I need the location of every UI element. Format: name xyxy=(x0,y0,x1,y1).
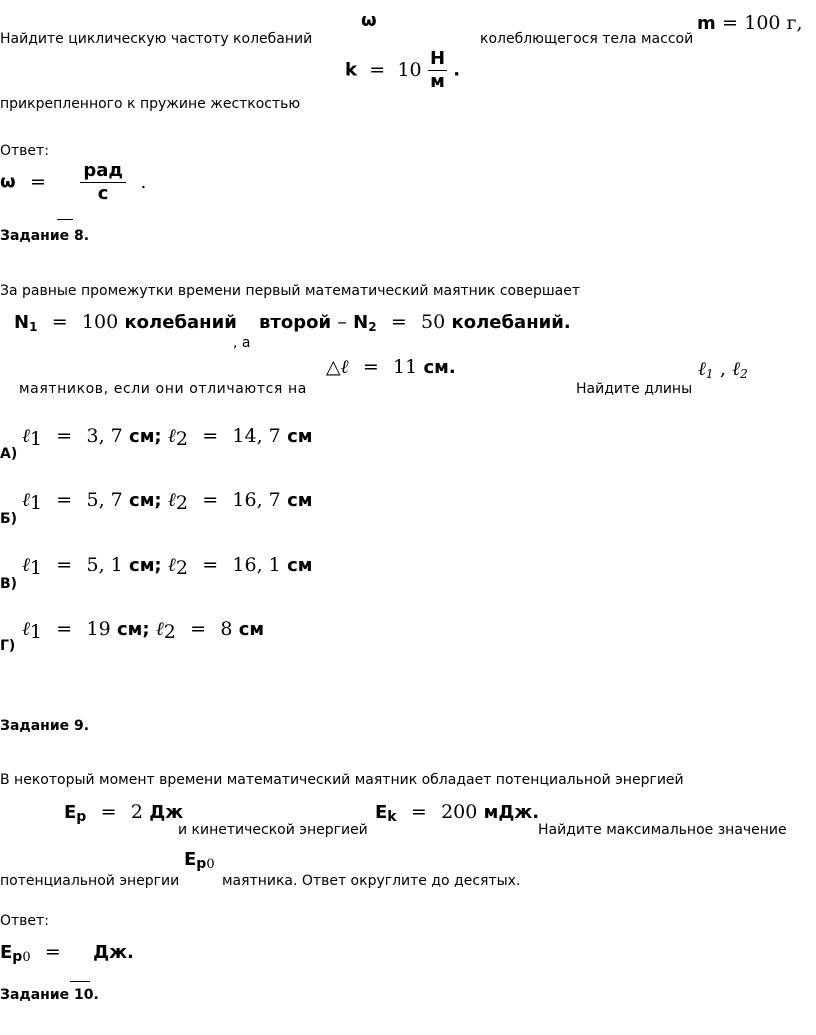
answer-blank-line xyxy=(57,219,73,220)
delta-unit: см. xyxy=(423,357,456,378)
option-b-formula[interactable]: ℓ$_1$ = 5, 7 см; ℓ$_2$ = 16, 7 см xyxy=(22,489,313,514)
n2-formula xyxy=(259,313,571,333)
omega-symbol: ω xyxy=(361,10,377,31)
task9-heading: Задание 9. xyxy=(0,718,90,734)
delta-l-formula xyxy=(326,358,456,377)
k-dot: . xyxy=(453,59,461,81)
comma-a: , а xyxy=(233,335,251,351)
ans-eq: = xyxy=(29,171,46,193)
task10-heading: Задание 10. xyxy=(0,987,99,1003)
mass-formula xyxy=(697,14,803,33)
l1-var: ℓ$_1$ xyxy=(698,358,714,381)
t9-kin: и кинетической энергией xyxy=(178,822,368,838)
k-eq: = xyxy=(369,59,386,81)
t9-answer-label: Ответ: xyxy=(0,913,49,929)
second-word: второй xyxy=(259,312,332,333)
k-unit-num: Н xyxy=(429,48,446,69)
lengths-vars xyxy=(698,360,748,380)
t7-answer-label: Ответ: xyxy=(0,143,49,159)
k-unit-den: м xyxy=(430,71,445,92)
ans-omega: ω xyxy=(0,171,16,193)
delta-eq: = xyxy=(362,356,379,378)
ep-unit: Дж xyxy=(149,802,184,823)
ans-ep0-eq: = xyxy=(44,941,61,963)
option-g-label[interactable]: Г) xyxy=(0,638,16,654)
t8-line1: За равные промежутки времени первый математический маятник совершает xyxy=(0,283,581,299)
ek-var: $E_k$ xyxy=(375,802,397,825)
n1-word: колебаний xyxy=(124,312,237,333)
k-unit-fraction xyxy=(428,50,447,91)
n2-word: колебаний. xyxy=(451,312,571,333)
t7-line1-left: Найдите циклическую частоту колебаний xyxy=(0,31,313,47)
mass-value: 100 г, xyxy=(744,12,803,34)
n2-eq: = xyxy=(390,311,407,333)
answer-blank-line-2 xyxy=(70,981,90,982)
t9-line3-right: маятника. Ответ округлите до десятых. xyxy=(222,873,521,889)
k-value: 10 xyxy=(397,59,422,81)
stiffness-formula xyxy=(345,50,460,91)
l2-var: ℓ$_2$ xyxy=(732,358,748,381)
ep-value: 2 xyxy=(130,801,143,823)
delta-triangle: △ xyxy=(326,356,341,378)
n1-formula xyxy=(14,313,237,333)
task8-heading: Задание 8. xyxy=(0,228,90,244)
ek-eq: = xyxy=(410,801,427,823)
option-a-formula[interactable]: ℓ$_1$ = 3, 7 см; ℓ$_2$ = 14, 7 см xyxy=(22,425,313,450)
ans-unit-den: с xyxy=(97,183,109,204)
ek-formula xyxy=(375,803,539,824)
n1-value: 100 xyxy=(81,311,119,333)
ep0-symbol: $E_{p0}$ xyxy=(184,849,215,872)
n1-var: $N_1$ xyxy=(14,312,38,334)
option-v-label[interactable]: В) xyxy=(0,576,18,592)
dash: – xyxy=(337,311,347,333)
delta-l: ℓ xyxy=(340,356,349,378)
mass-eq: = xyxy=(722,12,738,34)
ans-ep0: $E_{p0}$ xyxy=(0,942,31,965)
delta-value: 11 xyxy=(393,356,418,378)
ep-eq: = xyxy=(100,801,117,823)
option-g-formula[interactable]: ℓ$_1$ = 19 см; ℓ$_2$ = 8 см xyxy=(22,618,265,643)
ans-unit-num: рад xyxy=(80,162,126,183)
ek-value: 200 xyxy=(441,801,478,823)
mass-var: m xyxy=(697,13,716,34)
l-comma: , xyxy=(719,358,726,380)
n2-value: 50 xyxy=(421,311,446,333)
ek-unit: мДж. xyxy=(483,802,540,823)
t8-find: Найдите длины xyxy=(576,381,693,397)
t9-answer-formula xyxy=(0,943,134,964)
t9-find: Найдите максимальное значение xyxy=(538,822,787,838)
option-v-formula[interactable]: ℓ$_1$ = 5, 1 см; ℓ$_2$ = 16, 1 см xyxy=(22,554,313,579)
k-var: k xyxy=(345,59,357,81)
ep-formula xyxy=(64,803,183,824)
option-b-label[interactable]: Б) xyxy=(0,511,18,527)
t9-line3-left: потенциальной энергии xyxy=(0,873,180,889)
option-a-label[interactable]: А) xyxy=(0,446,18,462)
t9-line1: В некоторый момент времени математический маятник обладает потенциальной энергией xyxy=(0,772,684,788)
t8-line3: маятников, если они отличаются на xyxy=(19,381,307,397)
ep-var: $E_p$ xyxy=(64,802,87,825)
t7-line1-right: колеблющегося тела массой xyxy=(480,31,694,47)
ans-dot: . xyxy=(140,171,147,193)
ans-ep0-unit: Дж. xyxy=(93,942,134,963)
ans-unit-fraction xyxy=(80,162,126,203)
t7-answer-formula xyxy=(0,162,146,203)
n1-eq: = xyxy=(51,311,68,333)
n2-var: $N_2$ xyxy=(353,312,377,334)
t7-line2: прикрепленного к пружине жесткостью xyxy=(0,96,301,112)
